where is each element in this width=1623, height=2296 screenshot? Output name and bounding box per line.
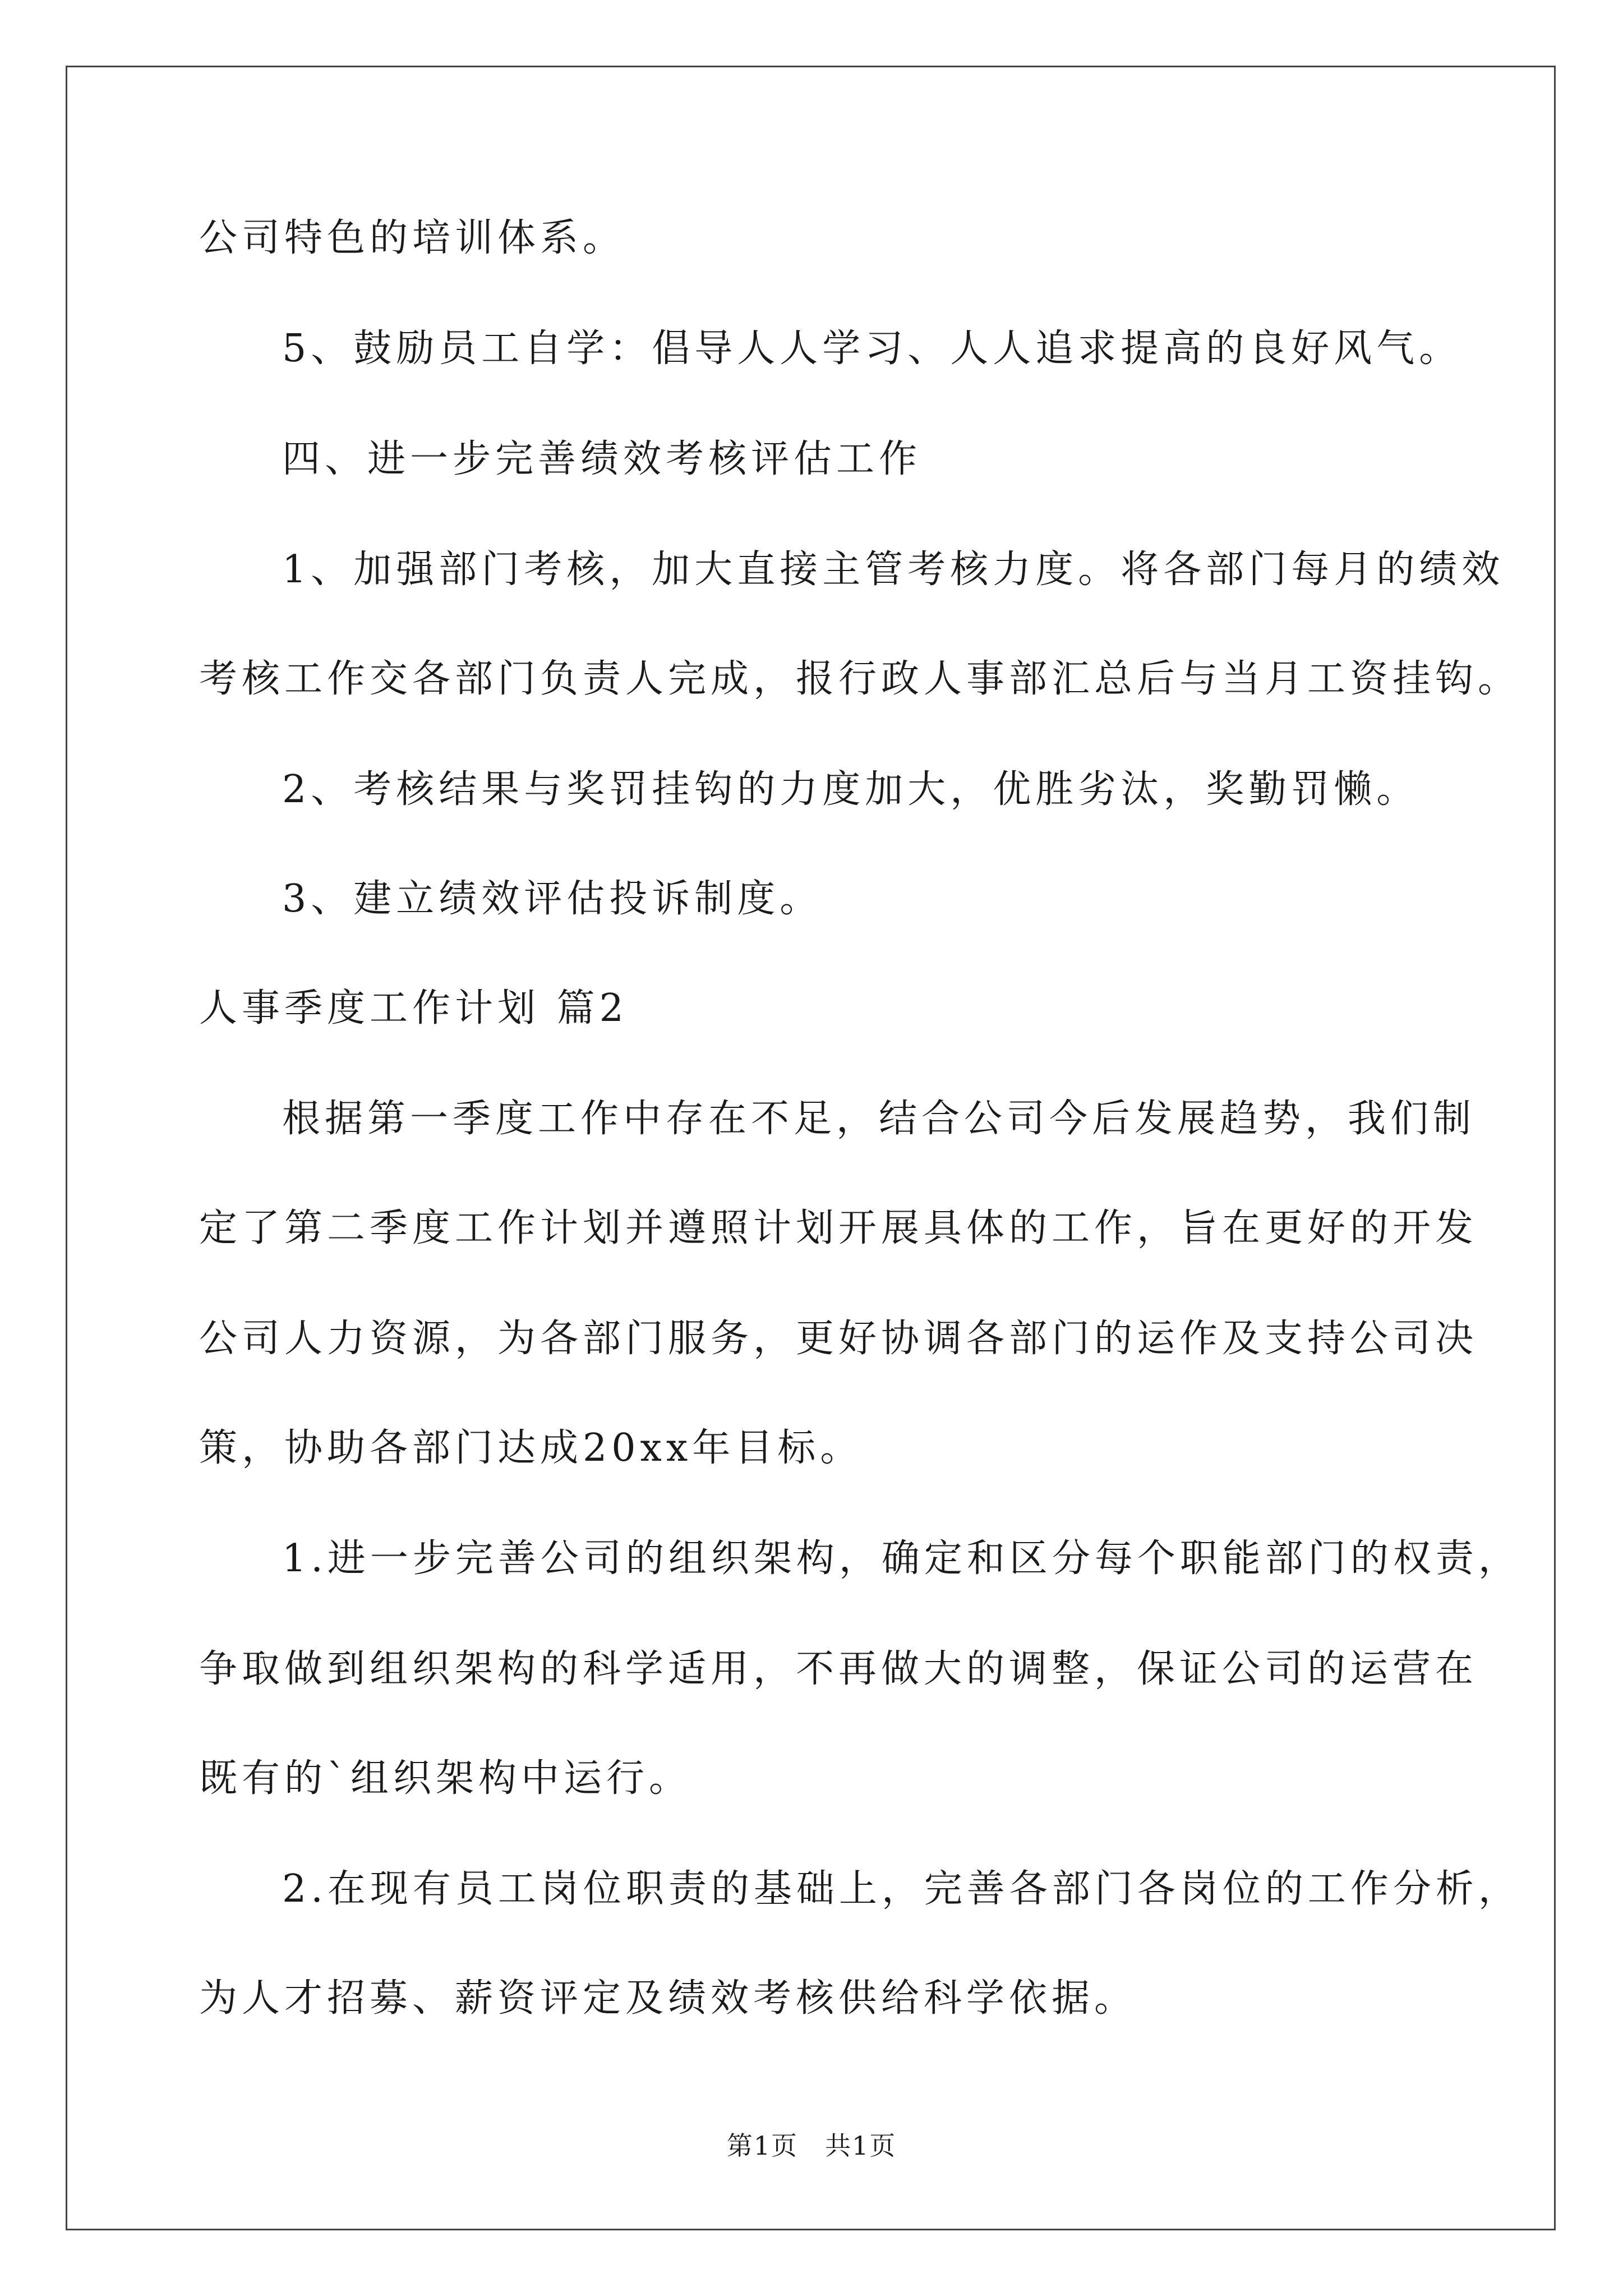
section-heading: 四、进一步完善绩效考核评估工作 — [282, 437, 922, 481]
text-line: 为人才招募、薪资评定及绩效考核供给科学依据。 — [199, 1976, 1137, 2021]
text-line: 既有的`组织架构中运行。 — [199, 1756, 692, 1801]
text-line: 考核工作交各部门负责人完成，报行政人事部汇总后与当月工资挂钩。 — [199, 657, 1521, 701]
section-title: 人事季度工作计划 篇2 — [199, 986, 628, 1030]
text-line: 根据第一季度工作中存在不足，结合公司今后发展趋势，我们制 — [282, 1097, 1476, 1141]
text-line: 公司人力资源，为各部门服务，更好协调各部门的运作及支持公司决 — [199, 1317, 1478, 1361]
page-footer: 第1页 共1页 — [726, 2131, 897, 2161]
text-line: 1、加强部门考核，加大直接主管考核力度。将各部门每月的绩效 — [282, 547, 1505, 592]
text-line: 公司特色的培训体系。 — [199, 216, 626, 260]
text-line: 2.在现有员工岗位职责的基础上，完善各部门各岗位的工作分析， — [282, 1867, 1521, 1911]
text-line: 1.进一步完善公司的组织架构，确定和区分每个职能部门的权责， — [282, 1536, 1521, 1581]
text-line: 定了第二季度工作计划并遵照计划开展具体的工作，旨在更好的开发 — [199, 1206, 1478, 1250]
text-line: 2、考核结果与奖罚挂钩的力度加大，优胜劣汰，奖勤罚懒。 — [282, 767, 1419, 812]
text-line: 5、鼓励员工自学：倡导人人学习、人人追求提高的良好风气。 — [282, 326, 1462, 371]
text-line: 3、建立绩效评估投诉制度。 — [282, 877, 823, 921]
text-line: 策，协助各部门达成20xx年目标。 — [199, 1426, 863, 1470]
text-line: 争取做到组织架构的科学适用，不再做大的调整，保证公司的运营在 — [199, 1647, 1478, 1691]
